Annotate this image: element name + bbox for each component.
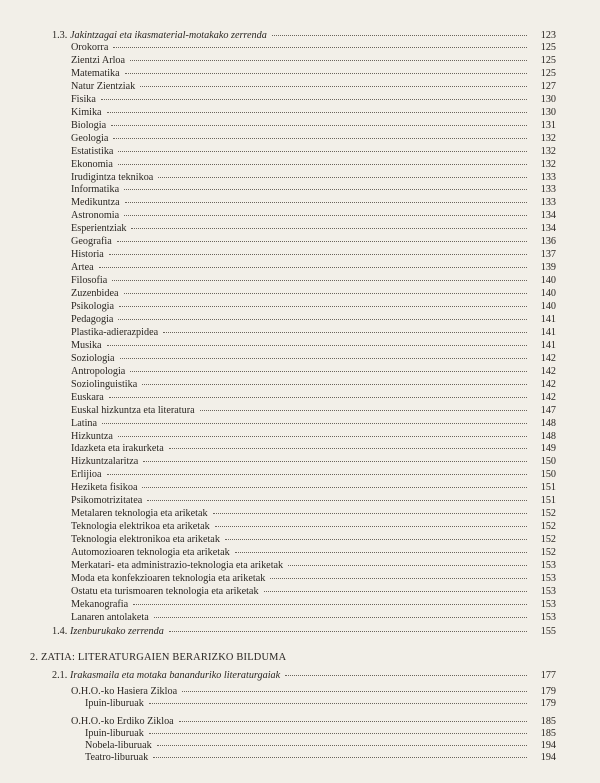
toc-subject-entry (71, 301, 556, 313)
dot-leader (215, 526, 527, 527)
entry-label: Esperientziak (71, 223, 127, 235)
dot-leader (124, 215, 527, 216)
page-number: 140 (540, 288, 556, 300)
dot-leader (124, 189, 527, 190)
dot-leader (109, 254, 527, 255)
page-number: 141 (540, 313, 556, 325)
page-number: 185 (540, 728, 556, 739)
page-number: 153 (540, 572, 556, 584)
entry-label: Informatika (71, 184, 120, 196)
entry-label: O.H.O.-ko Erdiko Zikloa (71, 716, 174, 727)
entry-label: Heziketa fisikoa (71, 482, 138, 494)
section-number: 2.1. (52, 670, 68, 681)
entry-label: Teatro-liburuak (85, 752, 149, 763)
section-title: Izenburukako zerrenda (70, 626, 164, 637)
dot-leader (225, 539, 527, 540)
toc-subject-entry (71, 184, 556, 196)
toc-subject-entry (71, 353, 556, 365)
toc-subject-entry (71, 340, 556, 352)
page-number: 194 (540, 740, 556, 751)
dot-leader (99, 267, 527, 268)
page-number: 152 (540, 547, 556, 559)
dot-leader (200, 410, 527, 411)
toc-subject-entry (71, 107, 556, 119)
entry-label: Merkatari- eta administrazio-teknologia eta ariketak (71, 560, 284, 571)
entry-label: Zuzenbidea (71, 288, 119, 300)
dot-leader (125, 202, 527, 203)
dot-leader (109, 397, 527, 398)
toc-subject-entry (71, 68, 556, 80)
toc-subject-entry (71, 172, 556, 184)
page-number: 137 (540, 249, 556, 261)
dot-leader (213, 513, 527, 514)
dot-leader (124, 293, 527, 294)
dot-leader (117, 241, 527, 242)
dot-leader (264, 591, 527, 592)
toc-subject-entry (71, 495, 556, 507)
entry-label: Soziolinguistika (71, 378, 138, 390)
toc-subject-entry (71, 586, 556, 598)
page-number: 136 (540, 236, 556, 248)
entry-label: Lanaren antolaketa (71, 611, 149, 623)
toc-subject-entry (71, 55, 556, 67)
dot-leader (107, 345, 527, 346)
dot-leader (270, 578, 527, 579)
page-number: 125 (540, 54, 556, 66)
dot-leader (111, 125, 527, 126)
entry-label: Geologia (71, 132, 109, 144)
dot-leader (158, 177, 527, 178)
toc-subject-entry (71, 236, 556, 248)
dot-leader (163, 332, 527, 333)
entry-label: Latina (71, 417, 98, 429)
dot-leader (140, 86, 527, 87)
page-number: 148 (540, 430, 556, 442)
toc-subject-entry (71, 469, 556, 481)
page-number: 134 (540, 223, 556, 235)
dot-leader (118, 436, 527, 437)
page-number: 152 (540, 521, 556, 533)
toc-subject-entry (71, 599, 556, 611)
dot-leader (169, 448, 527, 449)
section-title: Jakintzagai eta ikasmaterial-motakako zerrenda (70, 30, 267, 41)
toc-subject-entry (71, 418, 556, 430)
page-number: 151 (540, 495, 556, 507)
dot-leader (142, 487, 527, 488)
section-number: 1.3. (52, 30, 68, 41)
entry-label: Antropologia (71, 365, 126, 377)
page-number: 141 (540, 339, 556, 351)
toc-subject-entry (71, 456, 556, 468)
entry-label: Pedagogia (71, 313, 114, 325)
page-number: 133 (540, 184, 556, 196)
dot-leader (149, 703, 527, 704)
entry-label: Euskara (71, 391, 104, 403)
page-number: 147 (540, 404, 556, 416)
toc-subject-entry (71, 275, 556, 287)
dot-leader (182, 691, 527, 692)
toc-subject-entry (71, 405, 556, 417)
entry-label: Filosofia (71, 275, 108, 287)
entry-label: Psikomotrizitatea (71, 495, 143, 507)
toc-subject-entry (71, 288, 556, 300)
page-number: 179 (540, 698, 556, 709)
entry-label: Artea (71, 262, 94, 274)
entry-label: Biologia (71, 119, 107, 131)
page-number: 151 (540, 482, 556, 494)
toc-subject-entry (71, 314, 556, 326)
page-number: 148 (540, 417, 556, 429)
dot-leader (272, 35, 527, 36)
dot-leader (154, 617, 527, 618)
entry-label: Euskal hizkuntza eta literatura (71, 404, 195, 416)
entry-label: Metalaren teknologia eta ariketak (71, 508, 208, 520)
page-number: 152 (540, 508, 556, 520)
page-number: 153 (540, 611, 556, 623)
dot-leader (147, 500, 527, 501)
toc-subentry (85, 698, 556, 710)
toc-subject-entry (71, 223, 556, 235)
dot-leader (101, 99, 527, 100)
page-number: 185 (540, 716, 556, 727)
toc-subentry (85, 752, 556, 764)
toc-subject-entry (71, 521, 556, 533)
dot-leader (118, 319, 527, 320)
dot-leader (125, 73, 527, 74)
page-number: 132 (540, 132, 556, 144)
entry-label: Medikuntza (71, 197, 120, 209)
page-number: 125 (540, 67, 556, 79)
entry-label: O.H.O.-ko Hasiera Zikloa (71, 686, 178, 697)
toc-subject-entry (71, 42, 556, 54)
entry-label: Idazketa eta irakurketa (71, 443, 164, 455)
dot-leader (285, 675, 527, 676)
page-number: 133 (540, 197, 556, 209)
page-number: 139 (540, 262, 556, 274)
toc-subject-entry (71, 534, 556, 546)
toc-subentry (85, 728, 556, 740)
dot-leader (288, 565, 527, 566)
page-number: 130 (540, 106, 556, 118)
dot-leader (143, 461, 527, 462)
toc-entry-2-1 (52, 670, 556, 682)
entry-label: Geografia (71, 236, 112, 248)
entry-label: Teknologia elektrikoa eta ariketak (71, 521, 210, 533)
toc-subject-entry (71, 443, 556, 455)
toc-subject-entry (71, 482, 556, 494)
entry-label: Psikologia (71, 301, 115, 312)
page-number: 153 (540, 598, 556, 610)
entry-label: Orokorra (71, 42, 109, 53)
page-number: 141 (540, 326, 556, 338)
page-number: 142 (540, 352, 556, 364)
entry-label: Hizkuntzalaritza (71, 456, 139, 468)
entry-label: Astronomia (71, 210, 120, 222)
dot-leader (179, 721, 527, 722)
toc-subject-entry (71, 379, 556, 391)
toc-subject-entry (71, 262, 556, 274)
entry-label: Kimika (71, 106, 102, 118)
dot-leader (113, 47, 527, 48)
entry-label: Irudigintza teknikoa (71, 171, 154, 183)
toc-subject-entry (71, 547, 556, 559)
toc-subentry (71, 716, 556, 728)
page-number: 133 (540, 171, 556, 183)
section-number: 1.4. (52, 626, 68, 637)
dot-leader (118, 164, 527, 165)
dot-leader (131, 228, 527, 229)
dot-leader (142, 384, 527, 385)
dot-leader (169, 631, 527, 632)
dot-leader (157, 745, 527, 746)
dot-leader (102, 423, 527, 424)
dot-leader (107, 474, 527, 475)
toc-subject-entry (71, 392, 556, 404)
page-number: 179 (540, 686, 556, 697)
page-number: 125 (540, 42, 556, 53)
entry-label: Ipuin-liburuak (85, 698, 144, 709)
toc-subject-entry (71, 508, 556, 520)
toc-subentry (71, 686, 556, 698)
toc-subject-entry (71, 120, 556, 132)
page-number: 153 (540, 585, 556, 597)
page-number: 132 (540, 145, 556, 157)
page-number: 140 (540, 301, 556, 312)
toc-subject-entry (71, 327, 556, 339)
entry-label: Automozioaren teknologia eta ariketak (71, 547, 230, 559)
entry-label: Musika (71, 339, 102, 351)
page-number: 127 (540, 80, 556, 92)
entry-label: Teknologia elektronikoa eta ariketak (71, 534, 220, 546)
page-number: 140 (540, 275, 556, 287)
dot-leader (130, 371, 527, 372)
toc-subject-entry (71, 366, 556, 378)
page-number: 194 (540, 752, 556, 763)
page-number: 134 (540, 210, 556, 222)
dot-leader (149, 733, 527, 734)
page-number: 150 (540, 469, 556, 481)
toc-subentry (85, 740, 556, 752)
toc-subject-entry (71, 146, 556, 158)
entry-label: Nobela-liburuak (85, 740, 152, 751)
page-number: 142 (540, 365, 556, 377)
entry-label: Soziologia (71, 352, 115, 364)
page-number: 155 (540, 626, 556, 637)
dot-leader (120, 358, 527, 359)
entry-label: Matematika (71, 67, 120, 79)
page-number: 152 (540, 534, 556, 546)
toc-subject-entry (71, 197, 556, 209)
toc-subject-entry (71, 612, 556, 624)
dot-leader (235, 552, 527, 553)
toc-subject-entry (71, 210, 556, 222)
entry-label: Ostatu eta turismoaren teknologia eta ariketak (71, 585, 259, 597)
page-number: 131 (540, 119, 556, 131)
toc-subject-entry (71, 249, 556, 261)
page-number: 132 (540, 158, 556, 170)
entry-label: Ipuin-liburuak (85, 728, 144, 739)
page-number: 150 (540, 456, 556, 468)
section-title: Irakasmaila eta motaka bananduriko literaturgaiak (70, 670, 281, 681)
toc-subject-entry (71, 431, 556, 443)
dot-leader (130, 60, 527, 61)
page-number: 153 (540, 560, 556, 571)
entry-label: Erlijioa (71, 469, 102, 481)
page-number: 142 (540, 378, 556, 390)
toc-subject-entry (71, 133, 556, 145)
entry-label: Mekanografia (71, 598, 129, 610)
dot-leader (153, 757, 527, 758)
page-number: 177 (540, 670, 556, 681)
entry-label: Estatistika (71, 145, 114, 157)
toc-subject-entry (71, 560, 556, 572)
toc-subject-entry (71, 81, 556, 93)
page-number: 130 (540, 93, 556, 105)
entry-label: Zientzi Arloa (71, 54, 126, 66)
dot-leader (113, 138, 527, 139)
toc-subject-entry (71, 159, 556, 171)
toc-entry-1-4 (52, 626, 556, 638)
dot-leader (133, 604, 527, 605)
toc-subject-entry (71, 94, 556, 106)
page-number: 142 (540, 391, 556, 403)
dot-leader (118, 151, 527, 152)
part-heading: 2. ZATIA: LITERATURGAIEN BERARIZKO BILDUMA (30, 652, 287, 663)
entry-label: Fisika (71, 93, 96, 105)
entry-label: Moda eta konfekzioaren teknologia eta ariketak (71, 572, 266, 584)
toc-subject-entry (71, 573, 556, 585)
dot-leader (119, 306, 527, 307)
entry-label: Natur Zientziak (71, 80, 136, 92)
entry-label: Hizkuntza (71, 430, 113, 442)
dot-leader (107, 112, 527, 113)
page-number: 123 (540, 30, 556, 41)
toc-entry-1-3 (52, 30, 556, 42)
entry-label: Plastika-adierazpidea (71, 326, 159, 338)
entry-label: Historia (71, 249, 104, 261)
dot-leader (112, 280, 527, 281)
page-number: 149 (540, 443, 556, 455)
entry-label: Ekonomia (71, 158, 113, 170)
